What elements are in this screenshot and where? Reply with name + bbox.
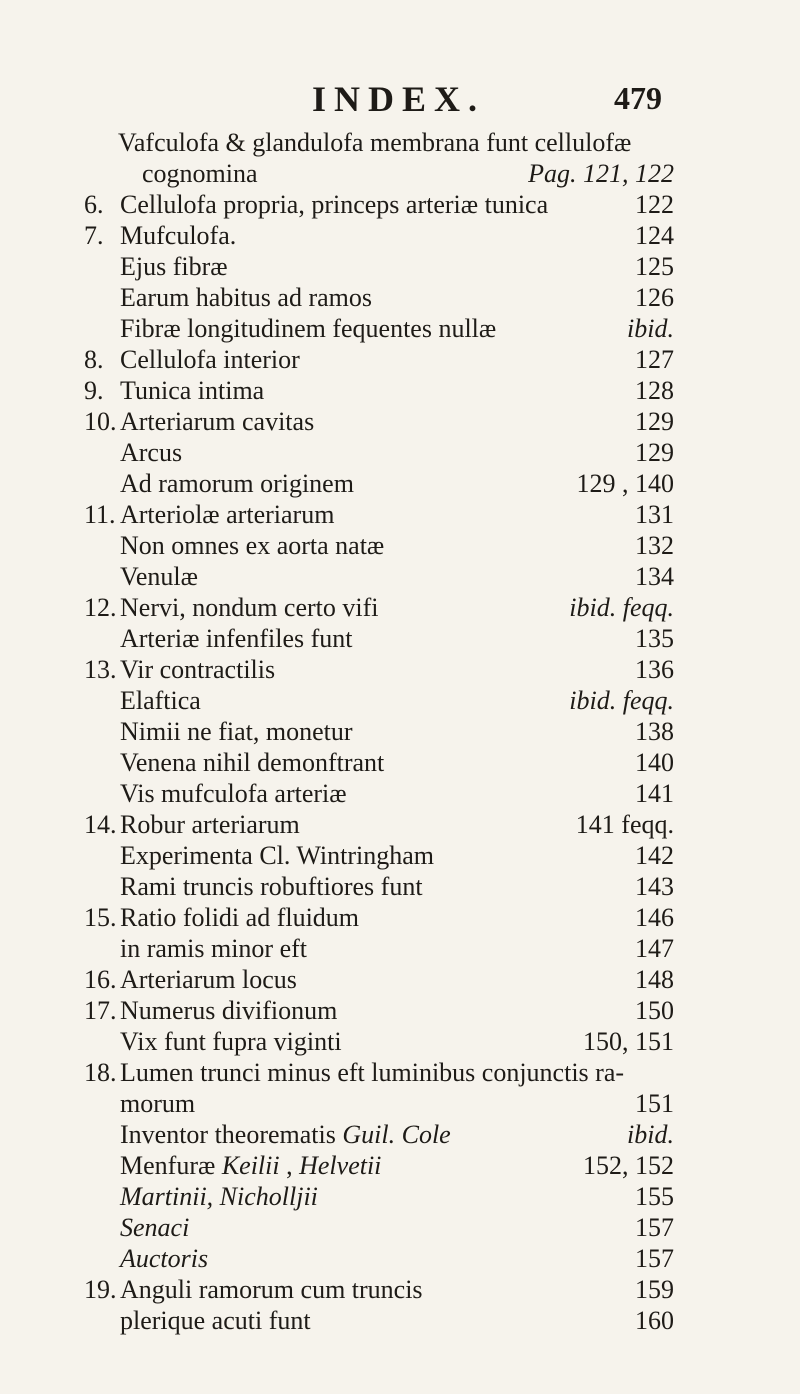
entry-ref: 125 xyxy=(635,252,674,281)
index-entry xyxy=(0,716,800,747)
index-entry xyxy=(0,158,800,189)
entry-number: 10. xyxy=(84,407,117,436)
index-entry xyxy=(0,406,800,437)
entry-text: Experimenta Cl. Wintringham xyxy=(120,841,435,870)
running-title: INDEX. xyxy=(312,79,486,119)
entry-number: 8. xyxy=(84,345,104,374)
entry-ref: 136 xyxy=(635,655,674,684)
entry-ref: 131 xyxy=(635,500,674,529)
entry-text: in ramis minor eft xyxy=(120,934,308,963)
index-entry xyxy=(0,592,800,623)
index-entry xyxy=(0,220,800,251)
entry-ref: 122 xyxy=(635,190,674,219)
entry-text: Earum habitus ad ramos xyxy=(120,283,372,312)
entry-number: 13. xyxy=(84,655,117,684)
index-entry xyxy=(0,313,800,344)
index-entry xyxy=(0,499,800,530)
index-entry xyxy=(0,468,800,499)
entry-text: Non omnes ex aorta natæ xyxy=(120,531,385,560)
entry-number: 14. xyxy=(84,810,117,839)
entry-text: cognomina xyxy=(142,159,258,188)
entry-ref: 141 xyxy=(635,779,674,808)
entry-text: Arteriarum locus xyxy=(120,965,297,994)
entry-text: Nervi, nondum certo vifi xyxy=(120,593,379,622)
entry-text: Robur arteriarum xyxy=(120,810,300,839)
entry-number: 16. xyxy=(84,965,117,994)
entry-ref: 134 xyxy=(635,562,674,591)
entry-ref: 126 xyxy=(635,283,674,312)
index-entry xyxy=(0,282,800,313)
entry-text: Anguli ramorum cum truncis xyxy=(120,1275,423,1304)
entry-text: Vix funt fupra viginti xyxy=(120,1027,342,1056)
entry-ref: 140 xyxy=(635,748,674,777)
page-number: 479 xyxy=(614,80,662,116)
entry-ref: 128 xyxy=(635,376,674,405)
entry-text: Nimii ne fiat, monetur xyxy=(120,717,353,746)
index-entry xyxy=(0,623,800,654)
entry-ref: 152, 152 xyxy=(583,1151,674,1180)
entry-text: Numerus divifionum xyxy=(120,996,338,1025)
entry-number: 19. xyxy=(84,1275,117,1304)
entry-number: 17. xyxy=(84,996,117,1025)
entry-text: Elaftica xyxy=(120,686,201,715)
entry-text: Arteriarum cavitas xyxy=(120,407,315,436)
entry-ref: ibid. feqq. xyxy=(569,686,674,715)
entry-ref: ibid. xyxy=(627,1120,674,1149)
index-entry xyxy=(0,933,800,964)
index-entry xyxy=(0,778,800,809)
entry-text: Arcus xyxy=(120,438,183,467)
entry-number: 11. xyxy=(84,500,116,529)
entry-text: Vafculofa & glandulofa membrana funt cellulofæ xyxy=(118,128,632,157)
entry-ref: 157 xyxy=(635,1213,674,1242)
entry-ref: 142 xyxy=(635,841,674,870)
entry-number: 7. xyxy=(84,221,104,250)
index-entry xyxy=(0,1243,800,1274)
entry-text: Lumen trunci minus eft luminibus conjunctis ra- xyxy=(120,1058,625,1087)
entry-text: Ad ramorum originem xyxy=(120,469,354,498)
entry-ref: 141 feqq. xyxy=(575,810,674,839)
entry-text: Fibræ longitudinem fequentes nullæ xyxy=(120,314,497,343)
entry-text: Venena nihil demonftrant xyxy=(120,748,385,777)
index-entry xyxy=(0,1274,800,1305)
entry-ref: ibid. xyxy=(627,314,674,343)
index-entry xyxy=(0,685,800,716)
entry-number: 6. xyxy=(84,190,104,219)
index-entry xyxy=(0,1212,800,1243)
index-entry xyxy=(0,189,800,220)
entry-ref: 129 xyxy=(635,438,674,467)
entry-text: morum xyxy=(120,1089,196,1118)
entry-ref: 138 xyxy=(635,717,674,746)
entry-text: Cellulofa interior xyxy=(120,345,300,374)
index-entry xyxy=(0,902,800,933)
entry-ref: ibid. feqq. xyxy=(569,593,674,622)
entry-text: Martinii, Nicholljii xyxy=(120,1182,318,1211)
entry-ref: 127 xyxy=(635,345,674,374)
entry-ref: 129 , 140 xyxy=(576,469,674,498)
entry-text: Vis mufculofa arteriæ xyxy=(120,779,347,808)
entry-ref: 151 xyxy=(635,1089,674,1118)
entry-text: Ejus fibræ xyxy=(120,252,228,281)
index-entry xyxy=(0,1181,800,1212)
index-entry xyxy=(0,1119,800,1150)
entry-ref: 147 xyxy=(635,934,674,963)
index-entry xyxy=(0,871,800,902)
index-entry xyxy=(0,375,800,406)
entry-text: Inventor theorematis Guil. Cole xyxy=(120,1120,451,1149)
index-entry xyxy=(0,995,800,1026)
entry-ref: Pag. 121, 122 xyxy=(528,159,674,188)
index-entry xyxy=(0,1088,800,1119)
entry-ref: 155 xyxy=(635,1182,674,1211)
index-entry xyxy=(0,964,800,995)
entry-text: Mufculofa. xyxy=(120,221,237,250)
entry-text: Cellulofa propria, princeps arteriæ tunica xyxy=(120,190,549,219)
entry-number: 18. xyxy=(84,1058,117,1087)
entry-ref: 150 xyxy=(635,996,674,1025)
index-entry xyxy=(0,1057,800,1088)
entry-ref: 124 xyxy=(635,221,674,250)
entry-text: Arteriæ infenfiles funt xyxy=(120,624,353,653)
entry-text: Arteriolæ arteriarum xyxy=(120,500,335,529)
index-entry xyxy=(0,654,800,685)
index-entry xyxy=(0,127,800,158)
index-entry xyxy=(0,840,800,871)
entry-ref: 146 xyxy=(635,903,674,932)
entry-number: 12. xyxy=(84,593,117,622)
entry-ref: 157 xyxy=(635,1244,674,1273)
entry-text: Senaci xyxy=(120,1213,190,1242)
entry-ref: 143 xyxy=(635,872,674,901)
index-entry xyxy=(0,530,800,561)
index-entry xyxy=(0,437,800,468)
index-entry xyxy=(0,747,800,778)
entry-text: Venulæ xyxy=(120,562,198,591)
entry-ref: 132 xyxy=(635,531,674,560)
index-entry xyxy=(0,1026,800,1057)
entry-number: 9. xyxy=(84,376,104,405)
entry-text: Ratio folidi ad fluidum xyxy=(120,903,360,932)
entry-ref: 159 xyxy=(635,1275,674,1304)
entry-ref: 129 xyxy=(635,407,674,436)
entry-text: Auctoris xyxy=(120,1244,209,1273)
entry-ref: 160 xyxy=(635,1306,674,1335)
entry-text: Menfuræ Keilii , Helvetii xyxy=(120,1151,382,1180)
entry-ref: 135 xyxy=(635,624,674,653)
index-entry xyxy=(0,561,800,592)
index-entries xyxy=(0,127,800,1336)
index-entry xyxy=(0,809,800,840)
entry-text: plerique acuti funt xyxy=(120,1306,311,1335)
index-entry xyxy=(0,1150,800,1181)
index-entry xyxy=(0,251,800,282)
entry-text: Rami truncis robuftiores funt xyxy=(120,872,423,901)
entry-ref: 150, 151 xyxy=(583,1027,674,1056)
index-entry xyxy=(0,1305,800,1336)
entry-text: Tunica intima xyxy=(120,376,265,405)
index-entry xyxy=(0,344,800,375)
entry-ref: 148 xyxy=(635,965,674,994)
entry-text: Vir contractilis xyxy=(120,655,276,684)
page-header xyxy=(0,78,800,128)
entry-number: 15. xyxy=(84,903,117,932)
